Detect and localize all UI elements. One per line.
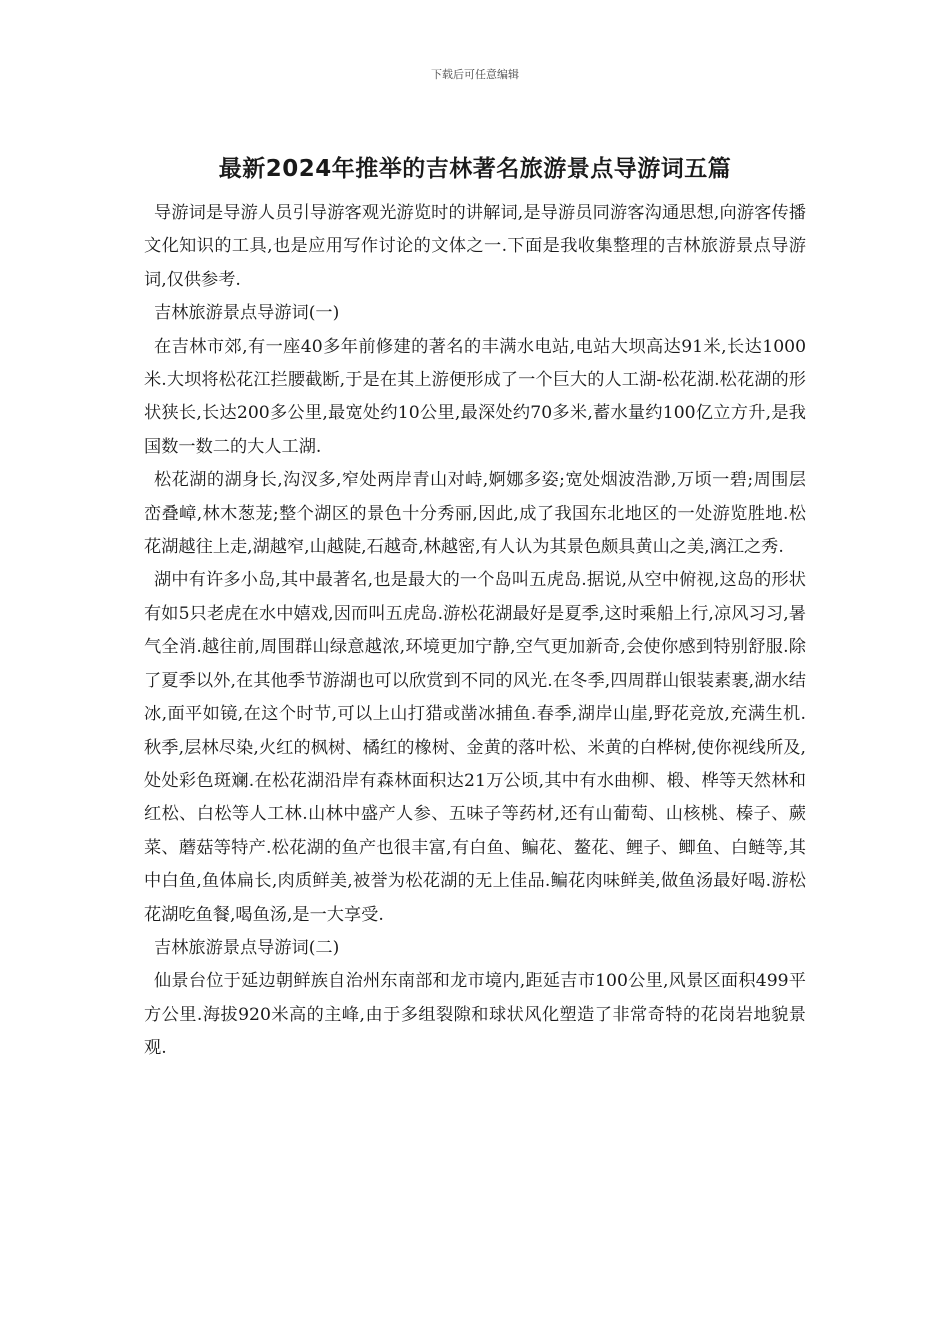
paragraph: 在吉林市郊,有一座40多年前修建的著名的丰满水电站,电站大坝高达91米,长达1000米.大坝将松花江拦腰截断,于是在其上游便形成了一个巨大的人工湖-松花湖.松花湖的形状狭长,长达200多公里,最宽处约10公里,最深处约70多米,蓄水量约100亿立方升,是我国数一数二的大人工湖.: [144, 336, 806, 457]
document-body: [144, 197, 806, 1066]
section-heading-1: 吉林旅游景点导游词(一): [154, 303, 340, 324]
paragraph: 湖中有许多小岛,其中最著名,也是最大的一个岛叫五虎岛.据说,从空中俯视,这岛的形状有如5只老虎在水中嬉戏,因而叫五虎岛.游松花湖最好是夏季,这时乘船上行,凉风习习,暑气全消.越往前,周围群山绿意越浓,环境更加宁静,空气更加新奇,会使你感到特别舒服.除了夏季以外,在其他季节游湖也可以欣赏到不同的风光.在冬季,四周群山银装素裹,湖水结冰,面平如镜,在这个时节,可以上山打猎或凿冰捕鱼.春季,湖岸山崖,野花竞放,充满生机.秋季,层林尽染,火红的枫树、橘红的橡树、金黄的落叶松、米黄的白桦树,使你视线所及,处处彩色斑斓.在松花湖沿岸有森林面积达21万公顷,其中有水曲柳、椴、桦等天然林和红松、白松等人工林.山林中盛产人参、五味子等药材,还有山葡萄、山核桃、榛子、蕨菜、蘑菇等特产.松花湖的鱼产也很丰富,有白鱼、鳊花、鳌花、鲤子、鲫鱼、白鲢等,其中白鱼,鱼体扁长,肉质鲜美,被誉为松花湖的无上佳品.鳊花肉味鲜美,做鱼汤最好喝.游松花湖吃鱼餐,喝鱼汤,是一大享受.: [144, 570, 806, 925]
intro-paragraph: 导游词是导游人员引导游客观光游览时的讲解词,是导游员同游客沟通思想,向游客传播文化知识的工具,也是应用写作讨论的文体之一.下面是我收集整理的吉林旅游景点导游词,仅供参考.: [144, 203, 806, 290]
paragraph: 松花湖的湖身长,沟汊多,窄处两岸青山对峙,婀娜多姿;宽处烟波浩渺,万顷一碧;周围层峦叠嶂,林木葱茏;整个湖区的景色十分秀丽,因此,成了我国东北地区的一处游览胜地.松花湖越往上走,湖越窄,山越陡,石越奇,林越密,有人认为其景色颇具黄山之美,漓江之秀.: [144, 470, 806, 558]
section-heading-2: 吉林旅游景点导游词(二): [154, 937, 340, 958]
paragraph: 仙景台位于延边朝鲜族自治州东南部和龙市境内,距延吉市100公里,风景区面积499平方公里.海拔920米高的主峰,由于多组裂隙和球状风化塑造了非常奇特的花岗岩地貌景观.: [144, 971, 806, 1059]
header-note: 下载后可任意编辑: [431, 68, 519, 81]
document-title: 最新2024年推举的吉林著名旅游景点导游词五篇: [218, 156, 732, 182]
